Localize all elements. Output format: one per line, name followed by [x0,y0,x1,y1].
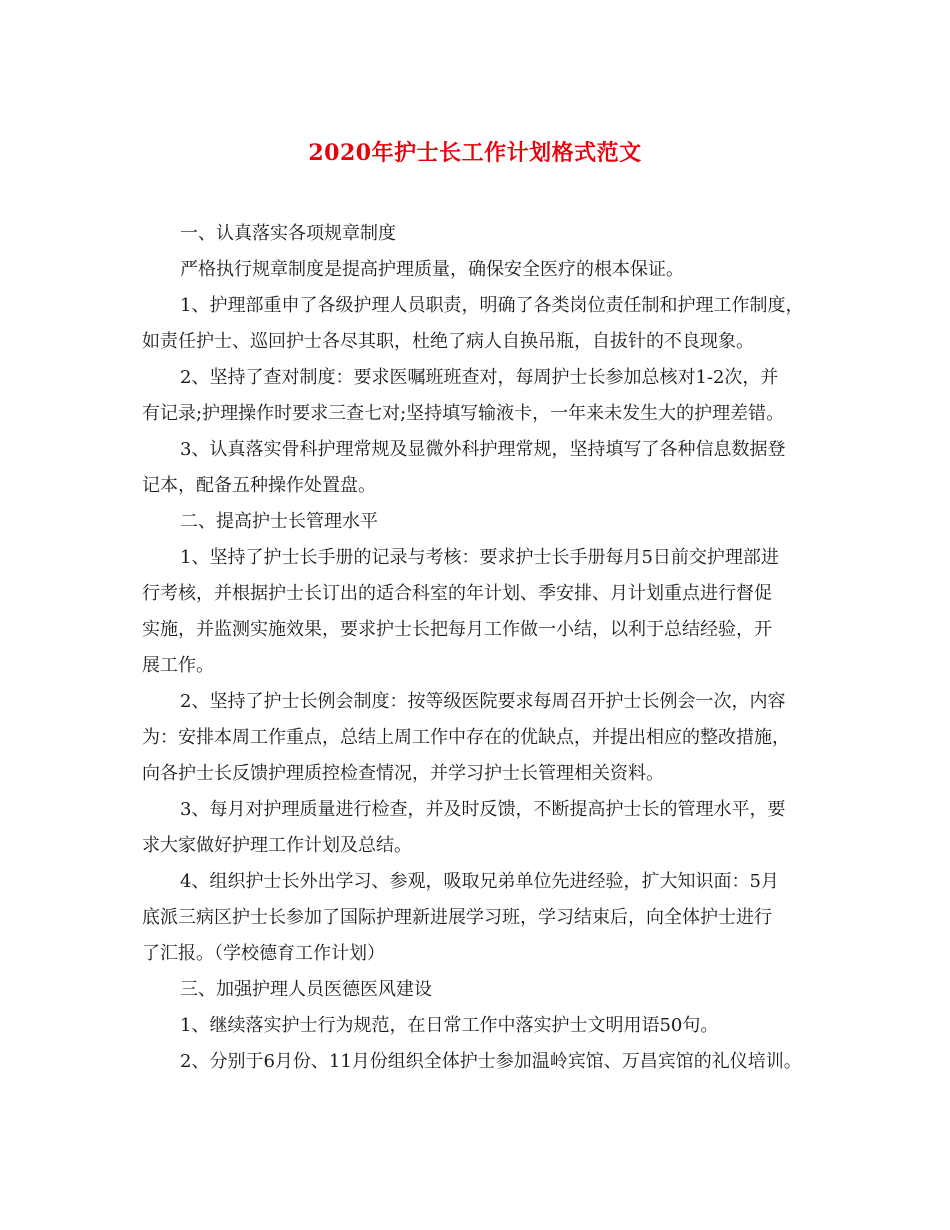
paragraph-line: 2、分别于6月份、11月份组织全体护士参加温岭宾馆、万昌宾馆的礼仪培训。 [180,1051,802,1072]
section-heading: 三、加强护理人员医德医风建设 [180,979,432,1000]
paragraph-line: 2、坚持了护士长例会制度：按等级医院要求每周召开护士长例会一次，内容 [180,691,786,712]
paragraph-line: 求大家做好护理工作计划及总结。 [142,835,412,856]
paragraph-line: 为：安排本周工作重点，总结上周工作中存在的优缺点，并提出相应的整改措施， [142,727,790,748]
paragraph-line: 实施，并监测实施效果，要求护士长把每月工作做一小结，以利于总结经验，开 [142,619,772,640]
paragraph-line: 底派三病区护士长参加了国际护理新进展学习班，学习结束后，向全体护士进行 [142,907,772,928]
paragraph-line: 有记录;护理操作时要求三查七对;坚持填写输液卡，一年来未发生大的护理差错。 [142,403,785,424]
section-heading: 二、提高护士长管理水平 [180,511,378,532]
paragraph-line: 了汇报。（学校德育工作计划） [142,943,385,964]
paragraph-line: 1、坚持了护士长手册的记录与考核：要求护士长手册每月5日前交护理部进 [180,547,779,568]
document-title: 2020年护士长工作计划格式范文 [308,140,642,166]
paragraph-line: 展工作。 [142,655,214,676]
paragraph-line: 严格执行规章制度是提高护理质量，确保安全医疗的根本保证。 [180,259,684,280]
paragraph-line: 向各护士长反馈护理质控检查情况，并学习护士长管理相关资料。 [142,763,664,784]
paragraph-line: 3、每月对护理质量进行检查，并及时反馈，不断提高护士长的管理水平，要 [180,799,786,820]
paragraph-line: 1、护理部重申了各级护理人员职责，明确了各类岗位责任制和护理工作制度， [180,295,804,316]
paragraph-line: 记本，配备五种操作处置盘。 [142,475,376,496]
section-heading: 一、认真落实各项规章制度 [180,223,396,244]
paragraph-line: 3、认真落实骨科护理常规及显微外科护理常规，坚持填写了各种信息数据登 [180,439,786,460]
paragraph-line: 2、坚持了查对制度：要求医嘱班班查对，每周护士长参加总核对1-2次，并 [180,367,779,388]
paragraph-line: 如责任护士、巡回护士各尽其职，杜绝了病人自换吊瓶，自拔针的不良现象。 [142,331,754,352]
paragraph-line: 1、继续落实护士行为规范，在日常工作中落实护士文明用语50句。 [180,1015,719,1036]
paragraph-line: 4、组织护士长外出学习、参观，吸取兄弟单位先进经验，扩大知识面：5月 [180,871,779,892]
paragraph-line: 行考核，并根据护士长订出的适合科室的年计划、季安排、月计划重点进行督促 [142,583,772,604]
document-body [142,216,822,1080]
